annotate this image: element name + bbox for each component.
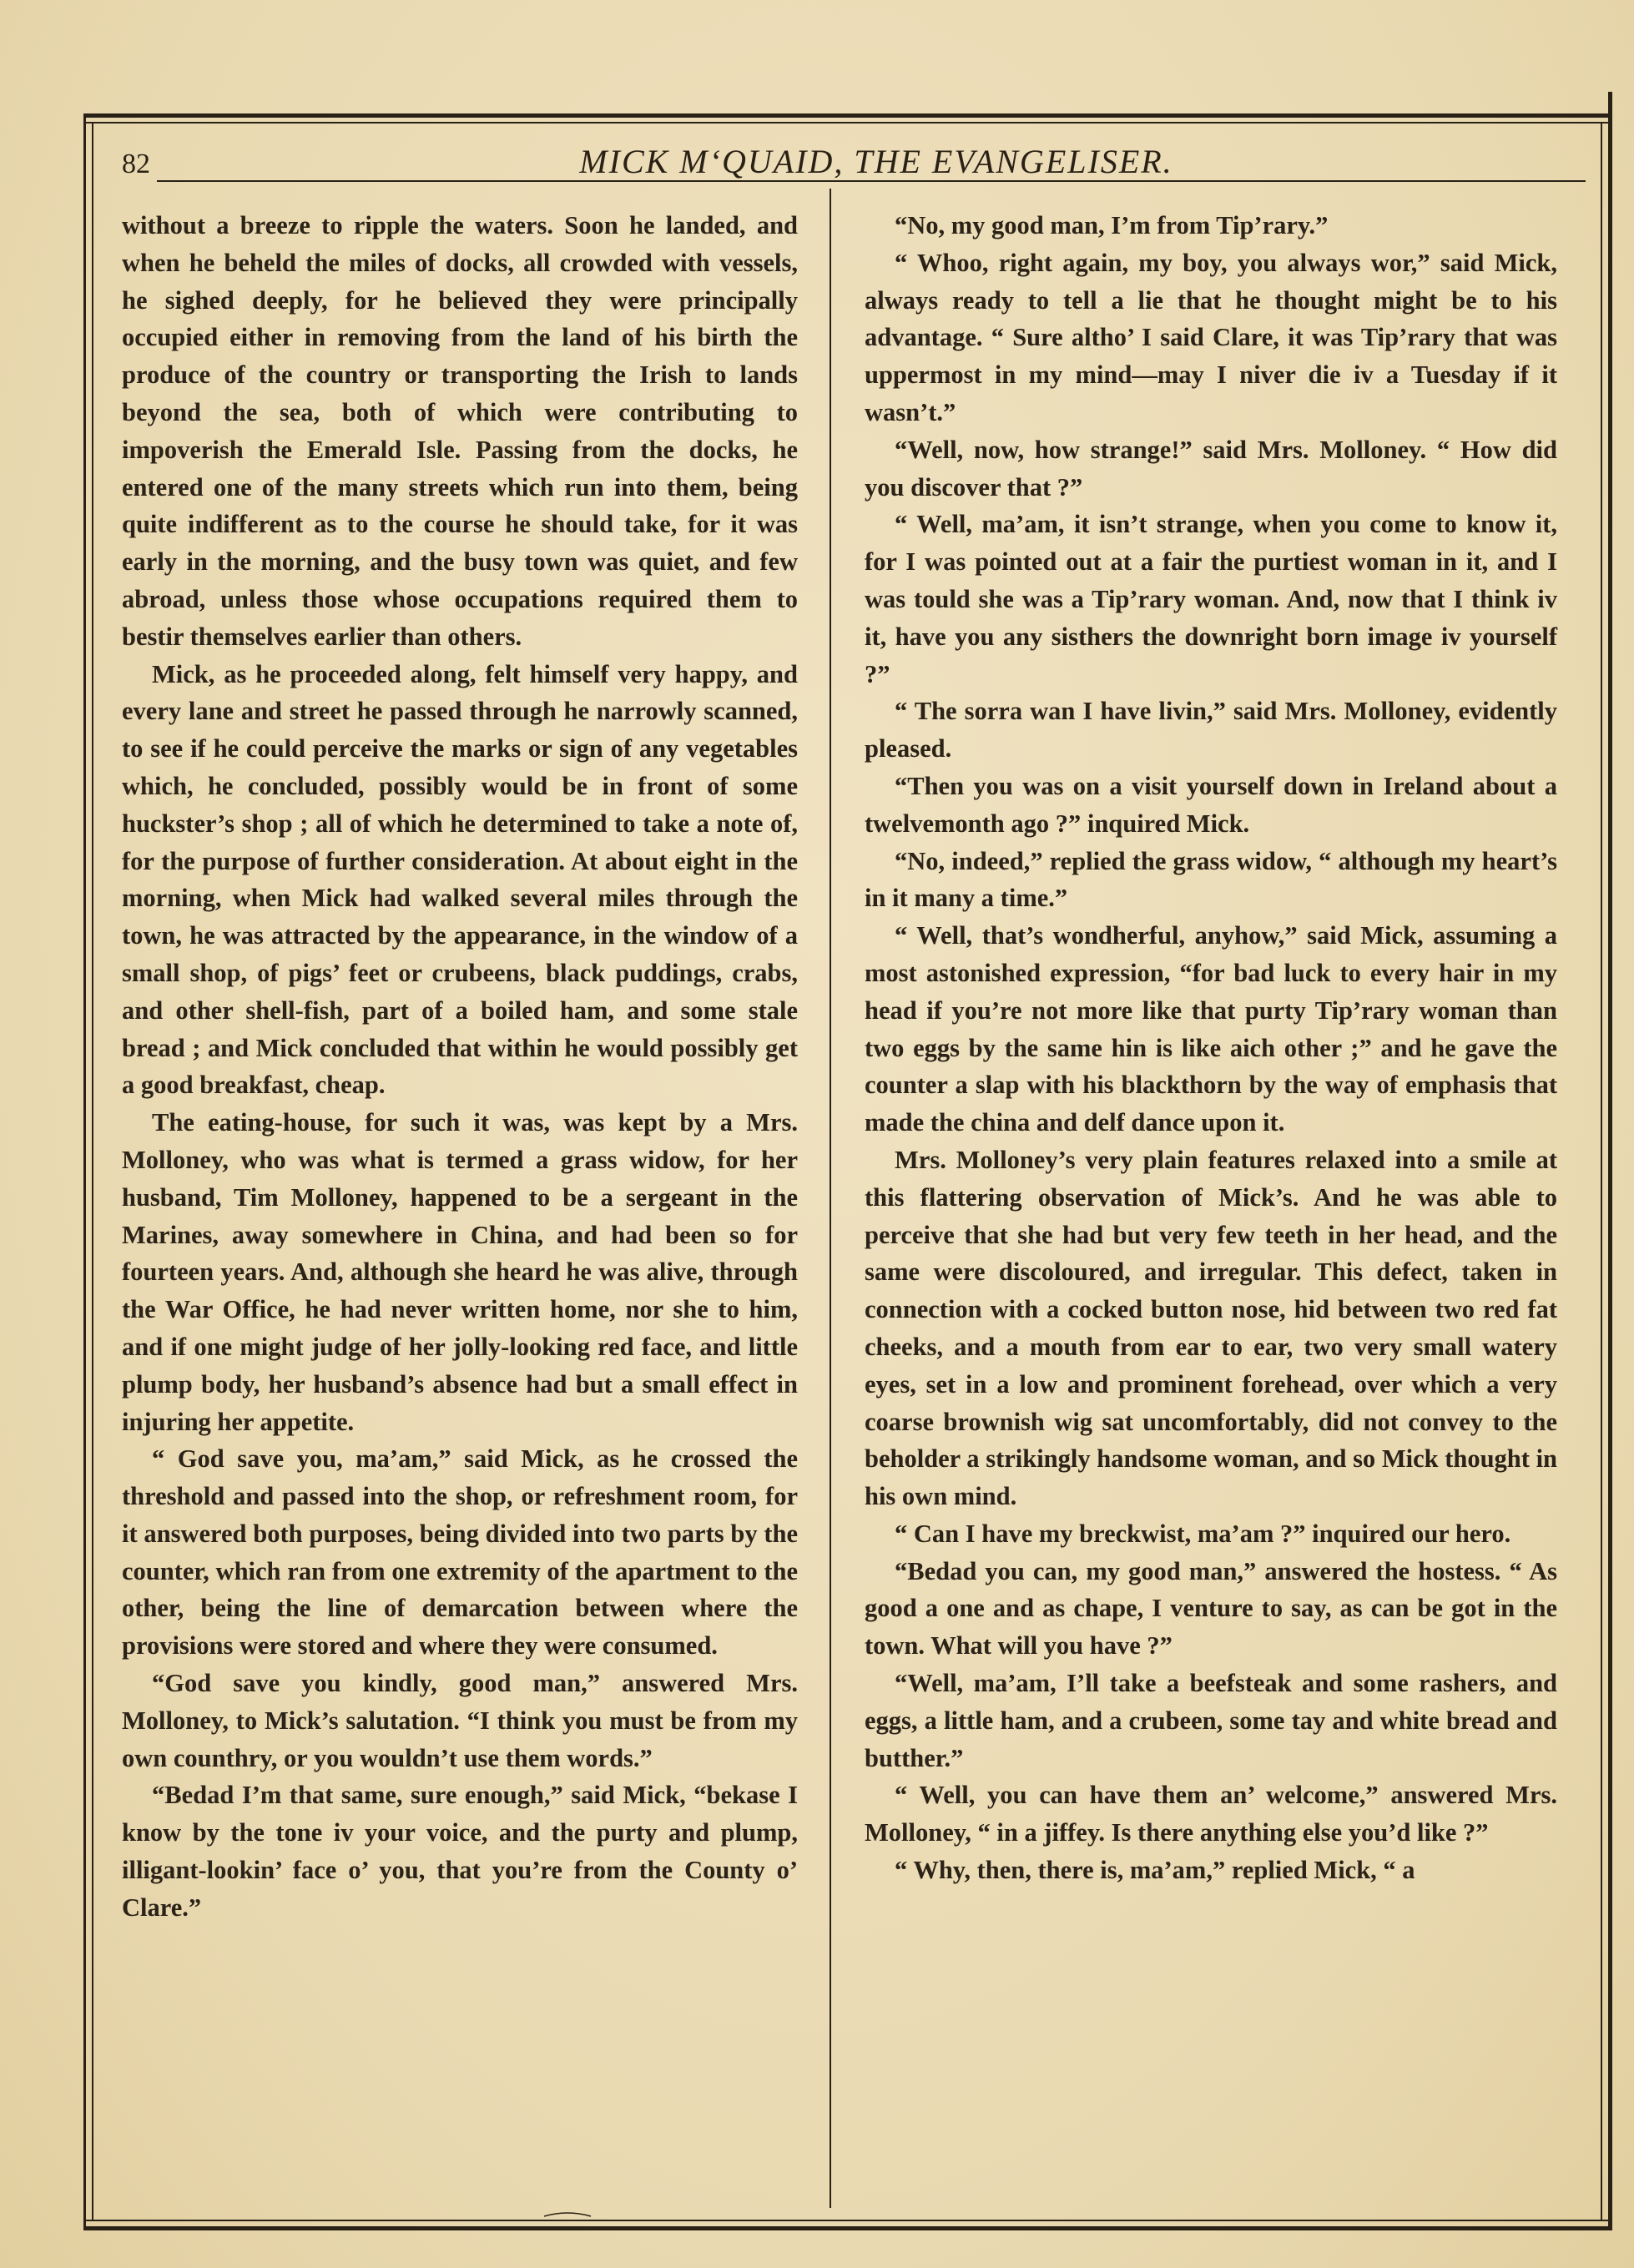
- paragraph: “No, indeed,” replied the grass widow, “ although my heart’s in it many a time.”: [865, 846, 1557, 913]
- paragraph: “No, my good man, I’m from Tip’rary.”: [895, 211, 1329, 239]
- top-border-rule: [83, 113, 1612, 118]
- column-divider: [830, 189, 831, 2208]
- paragraph: The eating-house, for such it was, was kept by a Mrs. Molloney, who was what is termed a grass widow, for her husband, Tim Molloney, happened to be a sergeant in the Marines, away somewhere in China, and had been so for fourteen years. And, although she heard he was alive, through the War Office, he had never written home, nor she to him, and if one might judge of her jolly-looking red face, and little plump body, her husband’s absence had but a small effect in injuring her appetite.: [122, 1108, 798, 1436]
- paragraph: Mrs. Molloney’s very plain features relaxed into a smile at this flattering observation of Mick’s. And he was able to perceive that she had but very few teeth in her head, and the same were discoloured, and irregular. This defect, taken in connection with a cocked button nose, hid between two red fat cheeks, and a mouth from ear to ear, two very small watery eyes, set in a low and prominent forehead, over which a very coarse brownish wig sat uncomfortably, did not convey to the beholder a strikingly handsome woman, and so Mick thought in his own mind.: [865, 1145, 1557, 1511]
- left-border-rule: [83, 113, 86, 2230]
- paragraph: “ Why, then, there is, ma’am,” replied Mick, “ a: [895, 1856, 1415, 1885]
- right-border-inner-rule: [1601, 122, 1602, 2221]
- right-border-rule: [1608, 92, 1612, 2230]
- paragraph: “ Whoo, right again, my boy, you always wor,” said Mick, always ready to tell a lie that he thought might be to his advantage. “ Sure altho’ I said Clare, it was Tip’rary that was uppermost in my mind—may I niver die iv a Tuesday if it wasn’t.”: [865, 248, 1557, 426]
- page-number: 82: [122, 149, 150, 179]
- flourish-ornament: [542, 2211, 593, 2218]
- paragraph: “Bedad I’m that same, sure enough,” said Mick, “bekase I know by the tone iv your voice, and the purty and plump, illigant-lookin’ face o’ you, that you’re from the County o’ Clare.”: [122, 1781, 798, 1922]
- paragraph: “Well, now, how strange!” said Mrs. Molloney. “ How did you discover that ?”: [865, 435, 1557, 501]
- top-border-inner-rule: [83, 122, 1612, 123]
- bottom-border-inner-rule: [83, 2220, 1612, 2221]
- paragraph: “ Can I have my breckwist, ma’am ?” inquired our hero.: [895, 1519, 1511, 1548]
- paragraph: “ The sorra wan I have livin,” said Mrs. Molloney, evidently pleased.: [865, 697, 1557, 764]
- paragraph: “ God save you, ma’am,” said Mick, as he crossed the threshold and passed into the shop, or refreshment room, for it answered both purposes, being divided into two parts by the counter, which ran from one extremity of the apartment to the other, being the line of demarcation between where the provisions were stored and where they were consumed.: [122, 1444, 798, 1661]
- paragraph: “Then you was on a visit yourself down in Ireland about a twelvemonth ago ?” inquired Mick.: [865, 771, 1557, 838]
- running-title: MICK M‘QUAID, THE EVANGELISER.: [579, 143, 1173, 180]
- paragraph: “ Well, that’s wondherful, anyhow,” said Mick, assuming a most astonished expression, “for bad luck to every hair in my head if you’re not more like that purty Tip’rary woman than two eggs by the same hin is like aich other ;” and he gave the counter a slap with his blackthorn by the way of emphasis that made the china and delf dance upon it.: [865, 921, 1557, 1137]
- left-border-inner-rule: [92, 122, 93, 2221]
- paragraph: “ Well, ma’am, it isn’t strange, when you come to know it, for I was pointed out at a fair the purtiest woman in it, and I was tould she was a Tip’rary woman. And, now that I think iv it, have you any sisthers the downright born image iv yourself ?”: [865, 510, 1557, 688]
- paragraph: “Well, ma’am, I’ll take a beefsteak and some rashers, and eggs, a little ham, and a crubeen, some tay and white bread and butther.”: [865, 1669, 1557, 1772]
- left-column: [122, 207, 798, 1927]
- paragraph: “ Well, you can have them an’ welcome,” answered Mrs. Molloney, “ in a jiffey. Is there anything else you’d like ?”: [865, 1781, 1557, 1847]
- paragraph: “God save you kindly, good man,” answered Mrs. Molloney, to Mick’s salutation. “I think you must be from my own counthry, or you wouldn’t use them words.”: [122, 1669, 798, 1772]
- paragraph: without a breeze to ripple the waters. Soon he landed, and when he beheld the miles of docks, all crowded with vessels, he sighed deeply, for he believed they were principally occupied either in removing from the land of his birth the produce of the country or transporting the Irish to lands beyond the sea, both of which were contributing to impoverish the Emerald Isle. Passing from the docks, he entered one of the many streets which run into them, being quite indifferent as to the course he should take, for it was early in the morning, and the busy town was quiet, and few abroad, unless those whose occupations required them to bestir themselves earlier than others.: [122, 211, 798, 651]
- paragraph: Mick, as he proceeded along, felt himself very happy, and every lane and street he passed through he narrowly scanned, to see if he could perceive the marks or sign of any vegetables which, he concluded, possibly would be in front of some huckster’s shop ; all of which he determined to take a note of, for the purpose of further consideration. At about eight in the morning, when Mick had walked several miles through the town, he was attracted by the appearance, in the window of a small shop, of pigs’ feet or crubeens, black puddings, crabs, and other shell-fish, part of a boiled ham, and some stale bread ; and Mick concluded that within he would possibly get a good breakfast, cheap.: [122, 659, 798, 1100]
- paragraph: “Bedad you can, my good man,” answered the hostess. “ As good a one and as chape, I venture to say, as can be got in the town. What will you have ?”: [865, 1556, 1557, 1661]
- bottom-border-rule: [83, 2226, 1612, 2230]
- right-column: [865, 207, 1557, 1889]
